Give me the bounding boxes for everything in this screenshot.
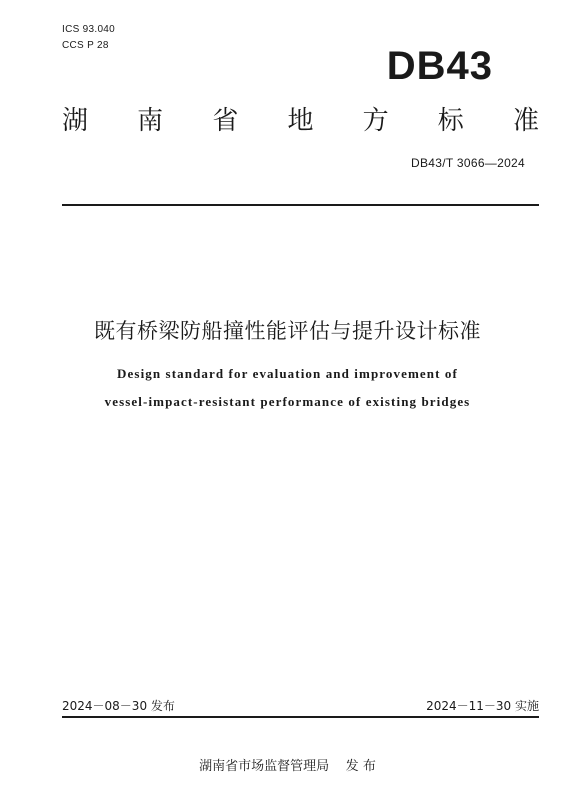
title-english-line-2: vessel-impact-resistant performance of existing bridges [104,394,471,409]
standard-type-char: 地 [287,106,314,136]
standard-type-char: 方 [362,106,389,136]
publisher: 湖南省市场监督管理局 发 布 [199,759,376,774]
bottom-divider [62,716,539,718]
standard-type-char: 标 [437,106,464,136]
top-divider [62,204,539,206]
title-english-line-1: Design standard for evaluation and improvement of [117,366,458,381]
standard-type-heading [62,108,539,134]
implementation-date: 2024－11－30 实施 [426,699,539,713]
ccs-code: CCS P 28 [62,40,109,51]
standard-type-char: 省 [212,106,239,136]
title-chinese: 既有桥梁防船撞性能评估与提升设计标准 [94,319,481,343]
issue-date: 2024－08－30 发布 [62,699,175,713]
standard-type-char: 湖 [62,106,89,136]
db43-logo: DB43 [386,44,493,88]
standard-number: DB43/T 3066—2024 [411,156,525,170]
standard-type-char: 准 [512,106,539,136]
ics-code: ICS 93.040 [62,24,116,35]
standard-type-char: 南 [137,106,164,136]
